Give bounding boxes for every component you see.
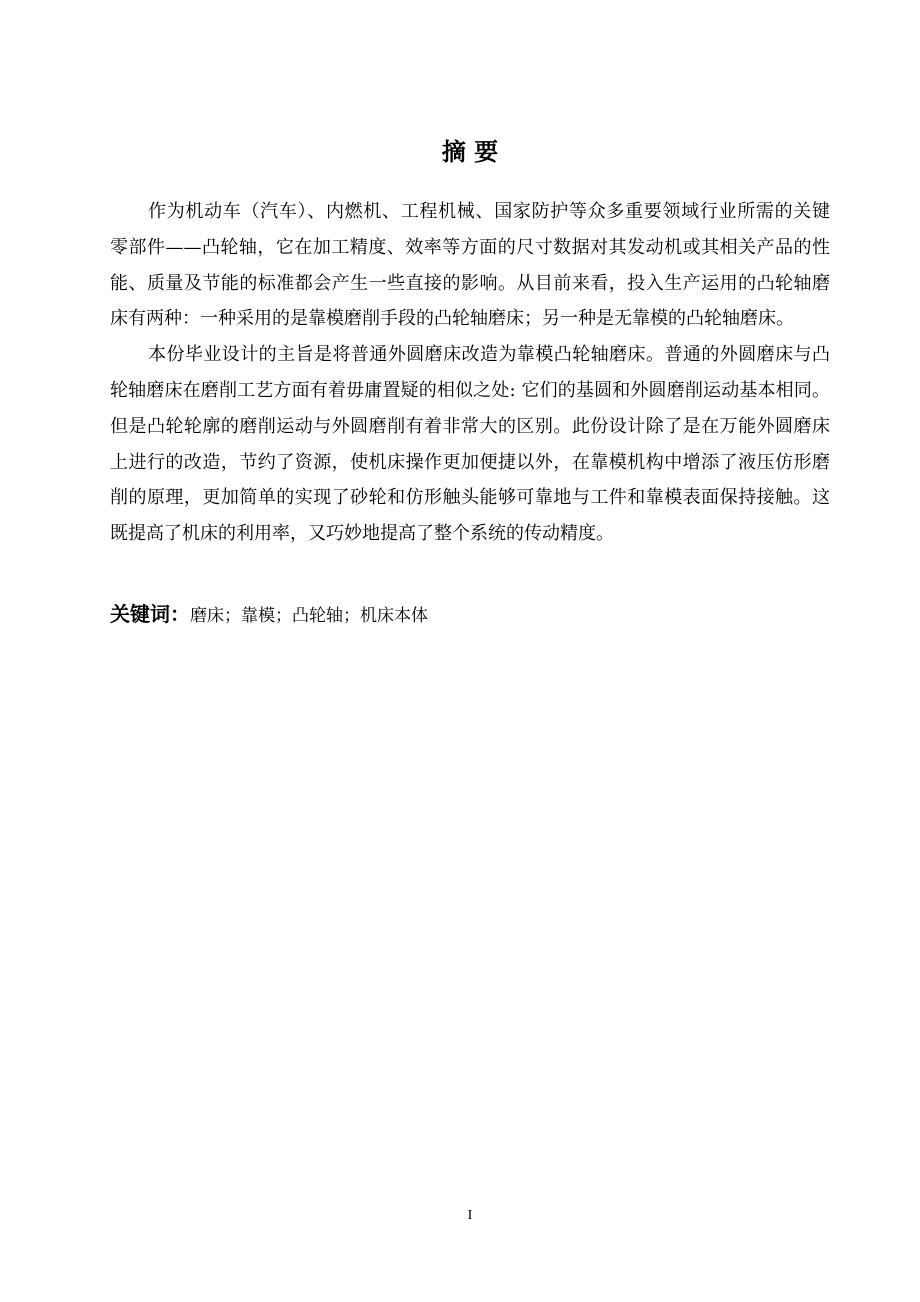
paragraph-line: 既提高了机床的利用率，又巧妙地提高了整个系统的传动精度。 — [110, 523, 614, 545]
abstract-title: 摘 要 — [441, 138, 499, 166]
abstract-body — [110, 194, 830, 552]
paragraph-line: 作为机动车（汽车）、内燃机、工程机械、国家防护等众多重要领域行业所需的关键 — [148, 201, 830, 222]
paragraph-line: 零部件——凸轮轴，它在加工精度、效率等方面的尺寸数据对其发动机或其相关产品的性 — [110, 236, 830, 258]
paragraph-line: 削的原理，更加简单的实现了砂轮和仿形触头能够可靠地与工件和靠模表面保持接触。这 — [110, 487, 830, 509]
paragraph-line: 但是凸轮轮廓的磨削运动与外圆磨削有着非常大的区别。此份设计除了是在万能外圆磨床 — [110, 415, 830, 437]
abstract-paragraph-2 — [110, 337, 830, 552]
keywords — [110, 599, 830, 631]
paragraph-line: 床有两种：一种采用的是靠模磨削手段的凸轮轴磨床；另一种是无靠模的凸轮轴磨床。 — [110, 308, 794, 330]
paragraph-line: 本份毕业设计的主旨是将普通外圆磨床改造为靠模凸轮轴磨床。普通的外圆磨床与凸 — [148, 344, 830, 366]
keywords-value: 磨床；靠模；凸轮轴；机床本体 — [190, 606, 428, 626]
paragraph-line: 上进行的改造，节约了资源，使机床操作更加便捷以外，在靠模机构中增添了液压仿形磨 — [110, 451, 830, 473]
keywords-label: 关键词： — [110, 602, 190, 626]
page-number: I — [467, 1208, 473, 1223]
paragraph-line: 能、质量及节能的标准都会产生一些直接的影响。从目前来看，投入生产运用的凸轮轴磨 — [110, 272, 830, 294]
abstract-paragraph-1 — [110, 194, 830, 337]
paragraph-line: 轮轴磨床在磨削工艺方面有着毋庸置疑的相似之处: 它们的基圆和外圆磨削运动基本相同。 — [110, 379, 830, 401]
